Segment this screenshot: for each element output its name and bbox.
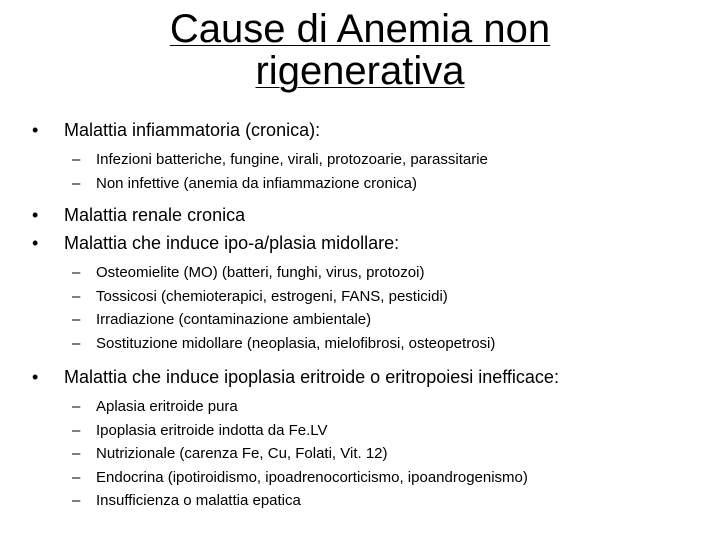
sub-item-text: Non infettive (anemia da infiammazione cronica)	[96, 174, 417, 192]
sub-item-text: Irradiazione (contaminazione ambientale)	[96, 311, 372, 328]
dash-icon: –	[72, 398, 81, 415]
bullet-icon: •	[32, 120, 39, 140]
sub-item-text: Osteomielite (MO) (batteri, funghi, virus, protozoi)	[96, 264, 425, 281]
sub-item	[32, 466, 712, 490]
bullet-item	[32, 116, 712, 144]
sub-item	[32, 285, 712, 309]
dash-icon: –	[72, 492, 81, 509]
sub-item-text: Aplasia eritroide pura	[96, 398, 238, 415]
bullet-list	[32, 116, 712, 513]
sub-item	[32, 419, 712, 443]
sub-item-text: Tossicosi (chemioterapici, estrogeni, FANS, pesticidi)	[96, 287, 448, 305]
dash-icon: –	[72, 468, 81, 486]
sub-item-text: Sostituzione midollare (neoplasia, mielofibrosi, osteopetrosi)	[96, 334, 496, 352]
bullet-icon: •	[32, 233, 39, 253]
sub-item	[32, 489, 712, 513]
sub-item-text: Nutrizionale (carenza Fe, Cu, Folati, Vit. 12)	[96, 445, 388, 462]
sub-item-text: Infezioni batteriche, fungine, virali, protozoarie, parassitarie	[96, 151, 488, 168]
sub-item-text: Insufficienza o malattia epatica	[96, 492, 301, 509]
bullet-item	[32, 201, 712, 229]
sub-item	[32, 172, 712, 196]
dash-icon: –	[72, 287, 81, 305]
dash-icon: –	[72, 174, 81, 192]
bullet-text: Malattia che induce ipoplasia eritroide o eritropoiesi inefficace:	[64, 367, 559, 387]
bullet-item	[32, 363, 712, 391]
bullet-icon: •	[32, 367, 39, 387]
bullet-text: Malattia che induce ipo-a/plasia midollare:	[64, 233, 400, 253]
sub-item	[32, 308, 712, 332]
slide-title	[100, 8, 620, 92]
dash-icon: –	[72, 264, 81, 281]
dash-icon: –	[72, 334, 81, 352]
dash-icon: –	[72, 445, 81, 462]
dash-icon: –	[72, 421, 81, 439]
bullet-item	[32, 229, 712, 257]
slide-title-line-2: rigenerativa	[255, 49, 465, 93]
sub-item	[32, 442, 712, 466]
bullet-icon: •	[32, 205, 39, 225]
slide-title-line-1: Cause di Anemia non	[169, 7, 551, 51]
sub-item-text: Endocrina (ipotiroidismo, ipoadrenocorticismo, ipoandrogenismo)	[96, 468, 528, 486]
sub-item	[32, 395, 712, 419]
sub-item	[32, 261, 712, 285]
bullet-text: Malattia renale cronica	[64, 205, 246, 225]
sub-item-text: Ipoplasia eritroide indotta da Fe.LV	[96, 421, 328, 439]
sub-item	[32, 332, 712, 356]
sub-item	[32, 148, 712, 172]
dash-icon: –	[72, 151, 81, 168]
dash-icon: –	[72, 311, 81, 328]
bullet-text: Malattia infiammatoria (cronica):	[64, 120, 321, 140]
